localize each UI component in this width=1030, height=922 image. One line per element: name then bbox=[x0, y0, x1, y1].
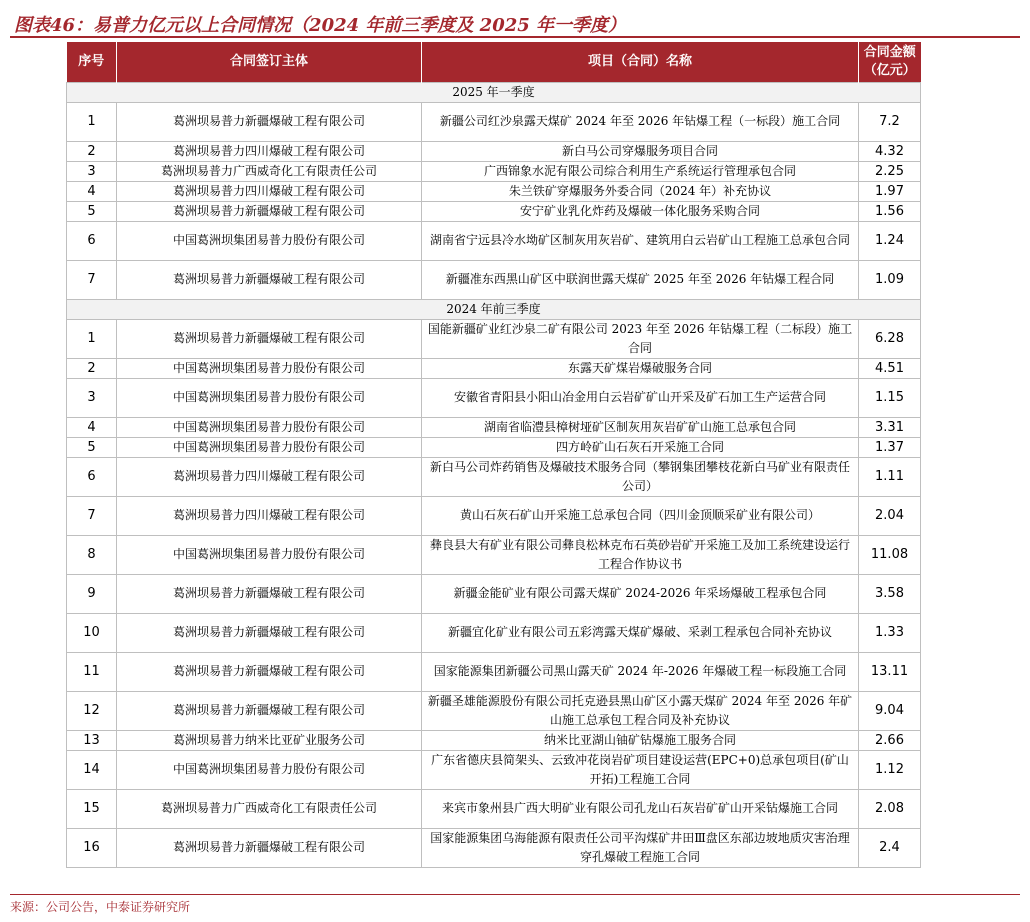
row-signer: 中国葛洲坝集团易普力股份有限公司 bbox=[117, 358, 422, 378]
row-amount: 3.58 bbox=[859, 574, 921, 613]
row-number: 6 bbox=[67, 457, 117, 496]
row-amount: 2.66 bbox=[859, 730, 921, 750]
row-amount: 1.33 bbox=[859, 613, 921, 652]
row-amount: 1.15 bbox=[859, 378, 921, 417]
table-row bbox=[67, 260, 921, 299]
row-amount: 2.04 bbox=[859, 496, 921, 535]
row-project: 安宁矿业乳化炸药及爆破一体化服务采购合同 bbox=[422, 201, 859, 221]
section-row bbox=[67, 299, 921, 319]
table-row bbox=[67, 730, 921, 750]
table-row bbox=[67, 750, 921, 789]
source-note: 来源：公司公告，中泰证券研究所 bbox=[10, 900, 191, 914]
row-signer: 葛洲坝易普力新疆爆破工程有限公司 bbox=[117, 319, 422, 358]
row-project: 朱兰铁矿穿爆服务外委合同（2024 年）补充协议 bbox=[422, 181, 859, 201]
figure-title: 图表46：易普力亿元以上合同情况（2024 年前三季度及 2025 年一季度） bbox=[14, 15, 627, 36]
contracts-table bbox=[66, 42, 921, 868]
row-signer: 中国葛洲坝集团易普力股份有限公司 bbox=[117, 535, 422, 574]
row-project: 广东省德庆县简架头、云致冲花岗岩矿项目建设运营(EPC+0)总承包项目(矿山开拓)工程施工合同 bbox=[422, 750, 859, 789]
row-signer: 葛洲坝易普力四川爆破工程有限公司 bbox=[117, 181, 422, 201]
row-amount: 4.51 bbox=[859, 358, 921, 378]
row-number: 6 bbox=[67, 221, 117, 260]
table-row bbox=[67, 221, 921, 260]
row-amount: 4.32 bbox=[859, 141, 921, 161]
section-label: 2025 年一季度 bbox=[67, 82, 921, 102]
row-signer: 中国葛洲坝集团易普力股份有限公司 bbox=[117, 221, 422, 260]
row-signer: 葛洲坝易普力四川爆破工程有限公司 bbox=[117, 496, 422, 535]
row-project: 国家能源集团新疆公司黑山露天矿 2024 年-2026 年爆破工程一标段施工合同 bbox=[422, 652, 859, 691]
row-amount: 2.4 bbox=[859, 828, 921, 867]
table-row bbox=[67, 161, 921, 181]
row-amount: 2.25 bbox=[859, 161, 921, 181]
row-amount: 7.2 bbox=[859, 102, 921, 141]
row-number: 16 bbox=[67, 828, 117, 867]
row-signer: 葛洲坝易普力新疆爆破工程有限公司 bbox=[117, 102, 422, 141]
row-project: 来宾市象州县广西大明矿业有限公司孔龙山石灰岩矿矿山开采钻爆施工合同 bbox=[422, 789, 859, 828]
row-number: 7 bbox=[67, 260, 117, 299]
row-amount: 13.11 bbox=[859, 652, 921, 691]
row-project: 新白马公司炸药销售及爆破技术服务合同（攀钢集团攀枝花新白马矿业有限责任公司） bbox=[422, 457, 859, 496]
table-row bbox=[67, 319, 921, 358]
table-row bbox=[67, 613, 921, 652]
row-signer: 葛洲坝易普力新疆爆破工程有限公司 bbox=[117, 691, 422, 730]
row-number: 3 bbox=[67, 161, 117, 181]
row-project: 新疆准东西黑山矿区中联润世露天煤矿 2025 年至 2026 年钻爆工程合同 bbox=[422, 260, 859, 299]
row-amount: 11.08 bbox=[859, 535, 921, 574]
row-number: 8 bbox=[67, 535, 117, 574]
table-row bbox=[67, 378, 921, 417]
table-row bbox=[67, 828, 921, 867]
table-row bbox=[67, 141, 921, 161]
row-project: 新疆圣雄能源股份有限公司托克逊县黑山矿区小露天煤矿 2024 年至 2026 年矿山施工总承包工程合同及补充协议 bbox=[422, 691, 859, 730]
row-number: 3 bbox=[67, 378, 117, 417]
row-number: 10 bbox=[67, 613, 117, 652]
row-amount: 9.04 bbox=[859, 691, 921, 730]
table-row bbox=[67, 691, 921, 730]
header-amount: 合同金额（亿元） bbox=[859, 42, 921, 82]
section-label: 2024 年前三季度 bbox=[67, 299, 921, 319]
table-row bbox=[67, 201, 921, 221]
row-amount: 1.12 bbox=[859, 750, 921, 789]
table-row bbox=[67, 417, 921, 437]
row-number: 2 bbox=[67, 358, 117, 378]
row-number: 4 bbox=[67, 417, 117, 437]
row-signer: 葛洲坝易普力新疆爆破工程有限公司 bbox=[117, 828, 422, 867]
row-signer: 葛洲坝易普力广西威奇化工有限责任公司 bbox=[117, 789, 422, 828]
row-signer: 中国葛洲坝集团易普力股份有限公司 bbox=[117, 417, 422, 437]
row-number: 1 bbox=[67, 102, 117, 141]
row-number: 4 bbox=[67, 181, 117, 201]
row-amount: 1.37 bbox=[859, 437, 921, 457]
row-amount: 1.97 bbox=[859, 181, 921, 201]
row-number: 7 bbox=[67, 496, 117, 535]
row-signer: 葛洲坝易普力新疆爆破工程有限公司 bbox=[117, 613, 422, 652]
row-amount: 3.31 bbox=[859, 417, 921, 437]
row-signer: 葛洲坝易普力广西威奇化工有限责任公司 bbox=[117, 161, 422, 181]
row-amount: 2.08 bbox=[859, 789, 921, 828]
row-number: 13 bbox=[67, 730, 117, 750]
header-no: 序号 bbox=[67, 42, 117, 82]
row-project: 广西锦象水泥有限公司综合利用生产系统运行管理承包合同 bbox=[422, 161, 859, 181]
table-row bbox=[67, 102, 921, 141]
row-number: 15 bbox=[67, 789, 117, 828]
row-project: 湖南省临澧县樟树垭矿区制灰用灰岩矿矿山施工总承包合同 bbox=[422, 417, 859, 437]
row-signer: 葛洲坝易普力新疆爆破工程有限公司 bbox=[117, 260, 422, 299]
table-row bbox=[67, 181, 921, 201]
row-signer: 葛洲坝易普力四川爆破工程有限公司 bbox=[117, 141, 422, 161]
row-number: 14 bbox=[67, 750, 117, 789]
row-project: 新疆宜化矿业有限公司五彩湾露天煤矿爆破、采剥工程承包合同补充协议 bbox=[422, 613, 859, 652]
row-number: 9 bbox=[67, 574, 117, 613]
row-number: 12 bbox=[67, 691, 117, 730]
row-signer: 葛洲坝易普力新疆爆破工程有限公司 bbox=[117, 201, 422, 221]
row-project: 新白马公司穿爆服务项目合同 bbox=[422, 141, 859, 161]
row-project: 湖南省宁远县冷水坳矿区制灰用灰岩矿、建筑用白云岩矿山工程施工总承包合同 bbox=[422, 221, 859, 260]
row-signer: 葛洲坝易普力四川爆破工程有限公司 bbox=[117, 457, 422, 496]
row-number: 11 bbox=[67, 652, 117, 691]
row-project: 东露天矿煤岩爆破服务合同 bbox=[422, 358, 859, 378]
header-project: 项目（合同）名称 bbox=[422, 42, 859, 82]
table-row bbox=[67, 535, 921, 574]
table-row bbox=[67, 437, 921, 457]
section-row bbox=[67, 82, 921, 102]
header-signer: 合同签订主体 bbox=[117, 42, 422, 82]
row-project: 国家能源集团乌海能源有限责任公司平沟煤矿井田Ⅲ盘区东部边坡地质灾害治理穿孔爆破工程施工合同 bbox=[422, 828, 859, 867]
table-row bbox=[67, 652, 921, 691]
row-project: 新疆金能矿业有限公司露天煤矿 2024-2026 年采场爆破工程承包合同 bbox=[422, 574, 859, 613]
row-project: 新疆公司红沙泉露天煤矿 2024 年至 2026 年钻爆工程（一标段）施工合同 bbox=[422, 102, 859, 141]
row-amount: 1.09 bbox=[859, 260, 921, 299]
row-project: 安徽省青阳县小阳山冶金用白云岩矿矿山开采及矿石加工生产运营合同 bbox=[422, 378, 859, 417]
source-divider bbox=[10, 894, 1020, 895]
row-signer: 中国葛洲坝集团易普力股份有限公司 bbox=[117, 437, 422, 457]
row-number: 5 bbox=[67, 437, 117, 457]
table-row bbox=[67, 358, 921, 378]
row-project: 国能新疆矿业红沙泉二矿有限公司 2023 年至 2026 年钻爆工程（二标段）施工合同 bbox=[422, 319, 859, 358]
row-amount: 1.56 bbox=[859, 201, 921, 221]
row-project: 黄山石灰石矿山开采施工总承包合同（四川金顶顺采矿业有限公司） bbox=[422, 496, 859, 535]
row-project: 四方岭矿山石灰石开采施工合同 bbox=[422, 437, 859, 457]
row-signer: 中国葛洲坝集团易普力股份有限公司 bbox=[117, 750, 422, 789]
row-signer: 葛洲坝易普力新疆爆破工程有限公司 bbox=[117, 574, 422, 613]
title-bar bbox=[10, 8, 1020, 38]
row-number: 2 bbox=[67, 141, 117, 161]
table-row bbox=[67, 574, 921, 613]
row-amount: 6.28 bbox=[859, 319, 921, 358]
table-body bbox=[67, 82, 921, 867]
row-amount: 1.24 bbox=[859, 221, 921, 260]
row-amount: 1.11 bbox=[859, 457, 921, 496]
table-row bbox=[67, 496, 921, 535]
table-row bbox=[67, 789, 921, 828]
table-row bbox=[67, 457, 921, 496]
row-project: 彝良县大有矿业有限公司彝良松林克布石英砂岩矿开采施工及加工系统建设运行工程合作协议书 bbox=[422, 535, 859, 574]
row-signer: 葛洲坝易普力纳米比亚矿业服务公司 bbox=[117, 730, 422, 750]
row-project: 纳米比亚湖山铀矿钻爆施工服务合同 bbox=[422, 730, 859, 750]
row-signer: 葛洲坝易普力新疆爆破工程有限公司 bbox=[117, 652, 422, 691]
header-row bbox=[67, 42, 921, 82]
row-signer: 中国葛洲坝集团易普力股份有限公司 bbox=[117, 378, 422, 417]
row-number: 1 bbox=[67, 319, 117, 358]
row-number: 5 bbox=[67, 201, 117, 221]
